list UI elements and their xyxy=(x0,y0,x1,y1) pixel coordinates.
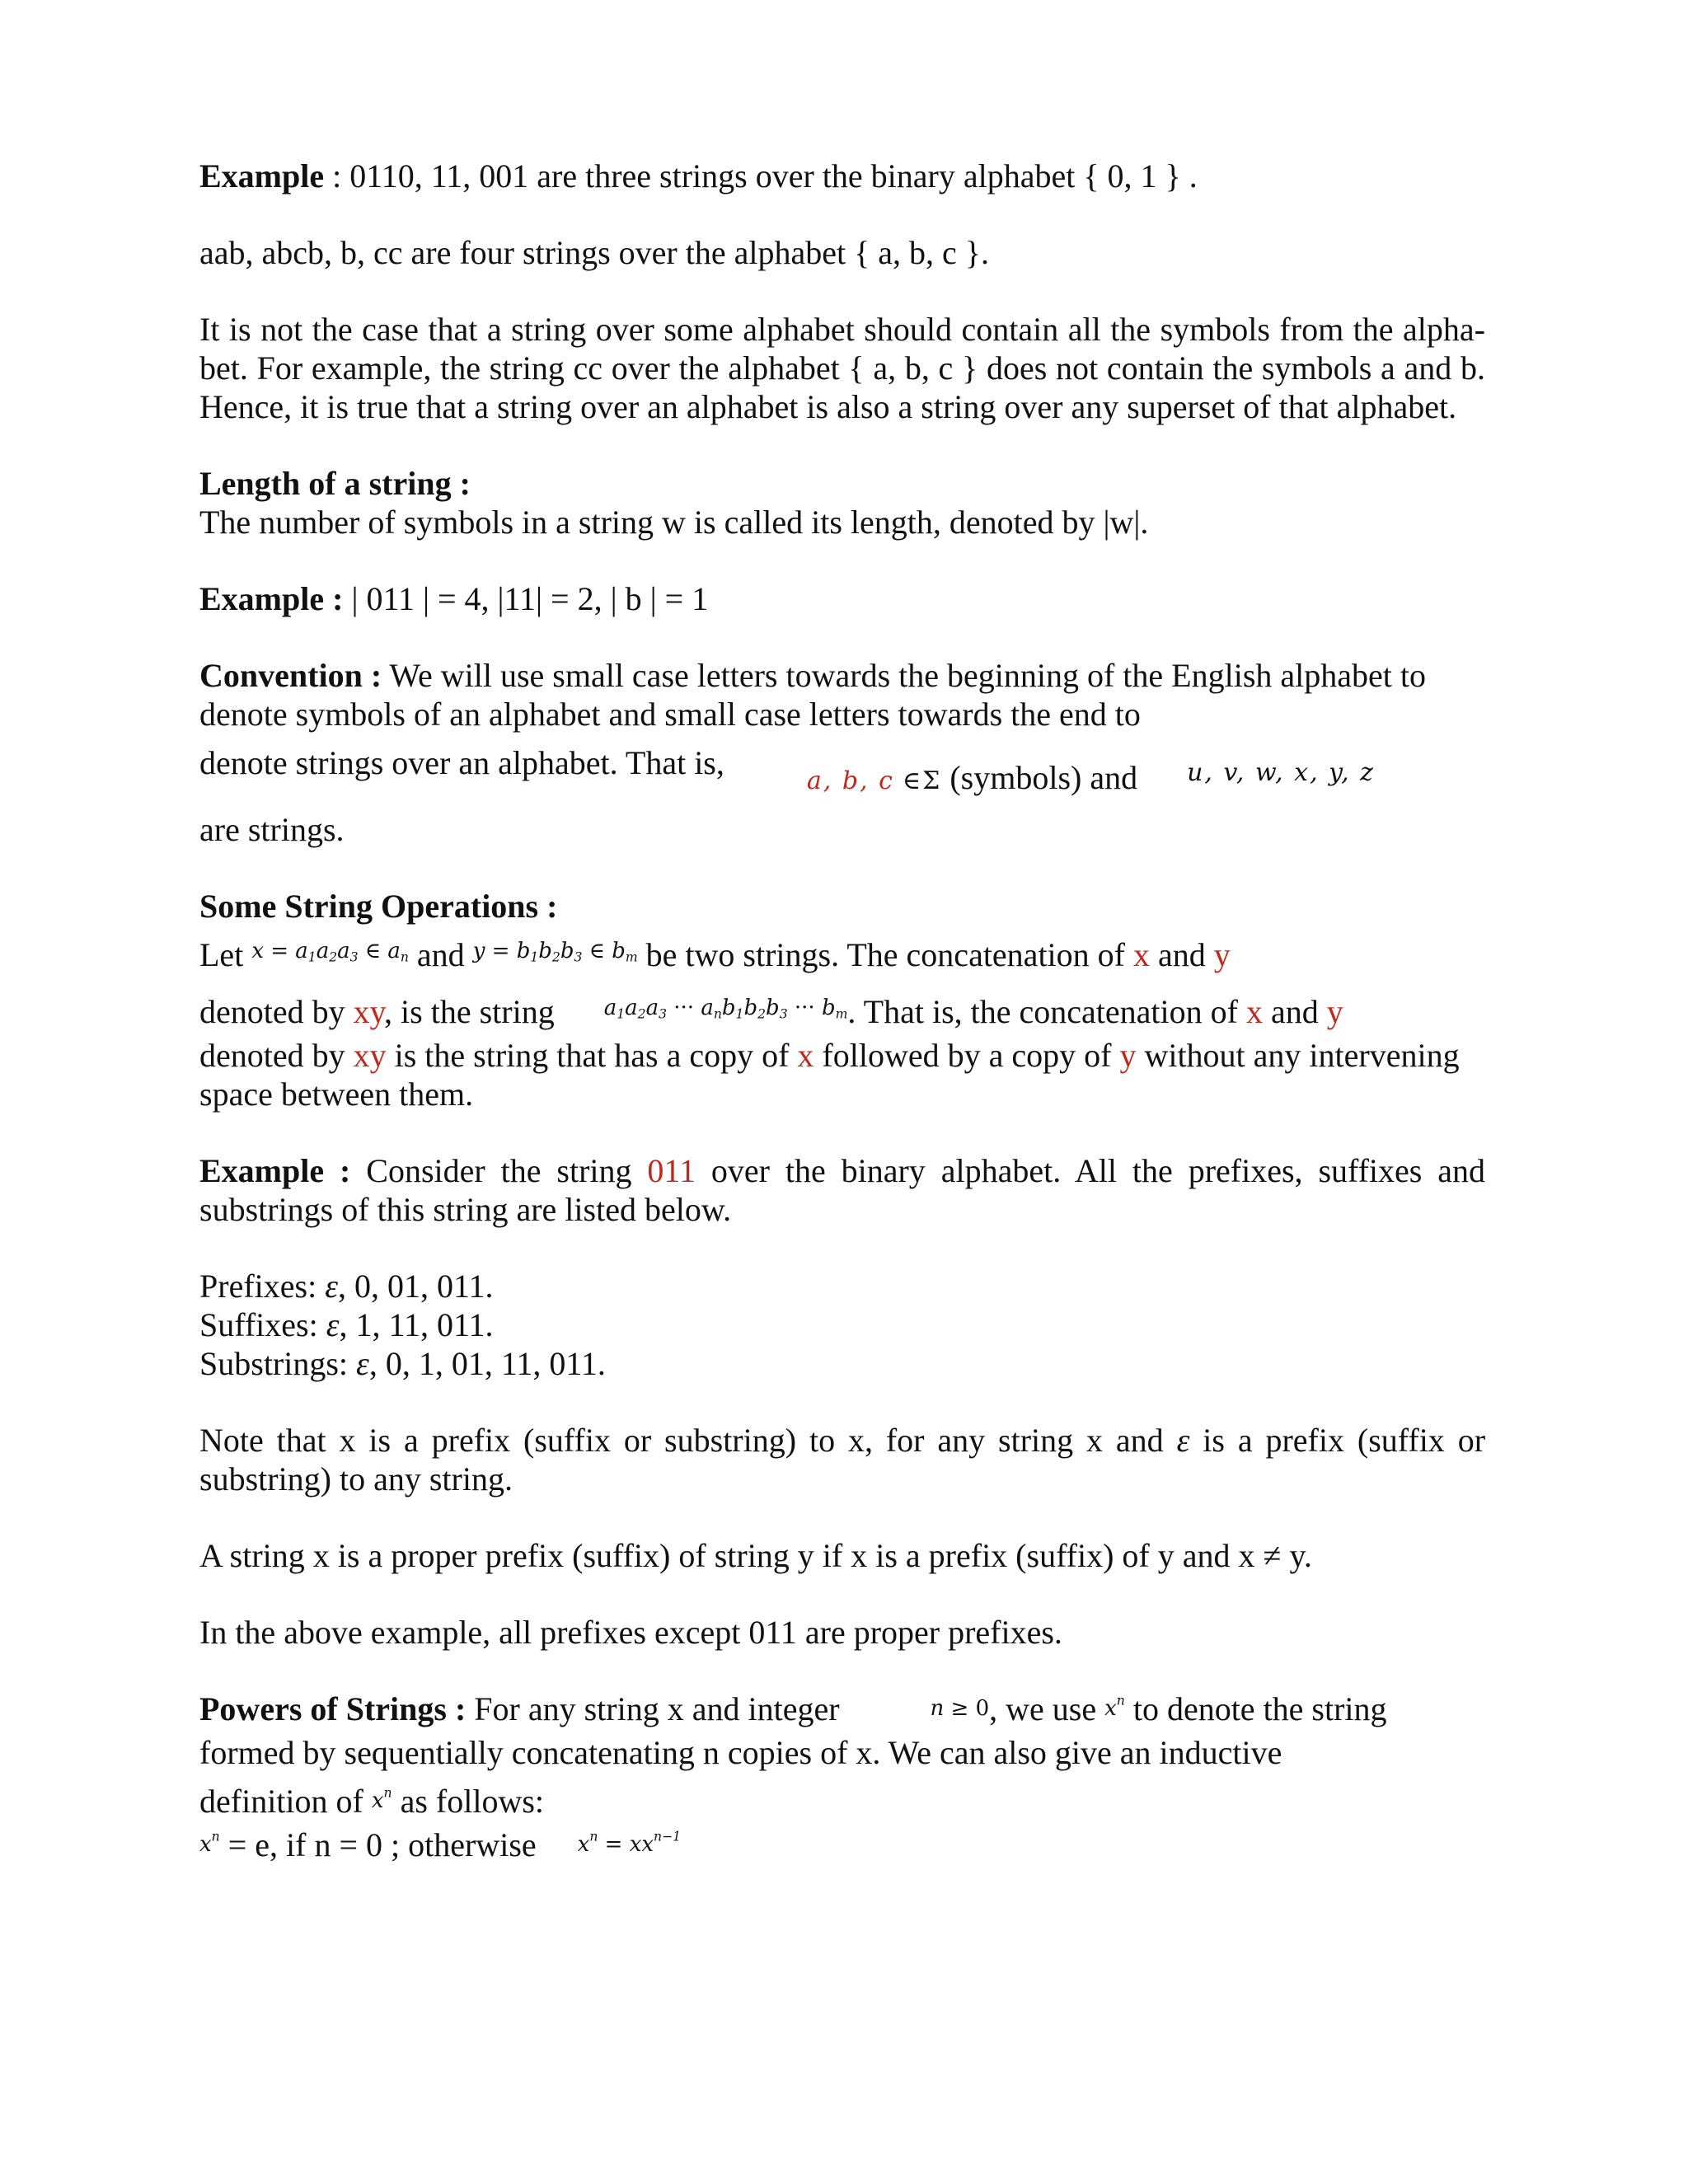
prefixes-list: Prefixes: ε, 0, 01, 011. xyxy=(199,1268,494,1305)
substrings-list: Substrings: ε, 0, 1, 01, 11, 011. xyxy=(199,1345,606,1382)
recurrence-math: $x^n = xx^{n-1}$ xyxy=(577,1829,682,1857)
example-label: Example xyxy=(199,157,325,194)
convention-paragraph: Convention : We will use small case letters towards the beginning of the English alphabet to denote symbols of an alphabet and small case letters towards the end to xyxy=(199,657,1426,733)
concatenation-math: a1a2a3 ··· anb1b2b3 ··· bm xyxy=(603,996,848,1022)
length-heading: Length of a string : xyxy=(199,465,471,502)
powers-definition-line: definition of $x^n$ as follows: xyxy=(199,1783,545,1820)
x-power-n-math: $x^n$ xyxy=(1104,1693,1125,1721)
example-label: Example : xyxy=(199,1152,367,1189)
x-power-n-math: $x^n$ xyxy=(199,1829,220,1857)
document-page xyxy=(199,157,1485,1869)
example-label: Example : xyxy=(199,580,352,617)
x-definition-math: x = a1a2a3 ∈ an xyxy=(251,939,409,965)
concatenation-definition: Let $^{x = a_1a_2a_3 \in a_n}$ and $^{y = b_1b_2b_3 \in b_m}$ be two strings. The concatenation of x and y xyxy=(199,936,1231,973)
y-definition-math: y = b1b2b3 ∈ bm xyxy=(472,939,638,965)
superset-paragraph: It is not the case that a string over some alphabet should contain all the symbols from the alpha-bet. For example, the string cc over the alphabet { a, b, c } does not contain the symbols a and b. Hence, it is true that a string over an alphabet is also a string over any superset of that alphabet. xyxy=(199,311,1485,425)
string-operations-heading: Some String Operations : xyxy=(199,888,558,925)
concatenation-explanation: denoted by xy is the string that has a copy of x followed by a copy of y without any intervening space between them. xyxy=(199,1037,1460,1113)
proper-prefix-definition: A string x is a proper prefix (suffix) of string y if x is a prefix (suffix) of y and x ≠ y. xyxy=(199,1537,1312,1574)
powers-of-strings: Powers of Strings : For any string x and integer n ≥ 0, we use $x^n$ to denote the string formed by sequentially concatenating n copies of x. We can also give an inductive xyxy=(199,1690,1387,1771)
convention-line-symbols: denote strings over an alphabet. That is, $_{a, b, c}$ $_{\in\Sigma}$ (symbols) and $_{u, v, w, x, y, z}$ xyxy=(199,744,1375,796)
note-paragraph: Note that x is a prefix (suffix or substring) to x, for any string x and ε is a prefix (suffix or substring) to any string. xyxy=(199,1422,1486,1497)
example-length: Example : | 011 | = 4, |11| = 2, | b | = 1 xyxy=(199,580,709,617)
n-condition-math: n ≥ 0 xyxy=(930,1696,990,1721)
sigma-member: ∈Σ xyxy=(902,766,942,795)
suffixes-list: Suffixes: ε, 1, 11, 011. xyxy=(199,1306,494,1343)
convention-are-strings: are strings. xyxy=(199,811,345,848)
symbols-math: a, b, c xyxy=(806,766,894,795)
powers-recurrence: $x^n = e$, if n = 0 ; otherwise $x^n = xx^{n-1}$ xyxy=(199,1826,682,1863)
x-power-n-math: $x^n$ xyxy=(371,1785,392,1813)
convention-label: Convention : xyxy=(199,657,382,694)
example-abc-strings: aab, abcb, b, cc are four strings over the alphabet { a, b, c }. xyxy=(199,234,990,271)
proper-prefix-example: In the above example, all prefixes except 011 are proper prefixes. xyxy=(199,1614,1062,1651)
example-prefix-suffix: Example : Consider the string 011 over the binary alphabet. All the prefixes, suffixes and substrings of this string are listed below. xyxy=(199,1152,1486,1228)
concatenation-denoted: denoted by xy, is the string $^{a_1a_2a_3 \cdot\cdot\cdot a_nb_1b_2b_3 \cdot\cdot\cdot b_m}$. That is, the concatenation of x and y xyxy=(199,993,1343,1030)
length-definition: The number of symbols in a string w is called its length, denoted by |w|. xyxy=(199,504,1149,541)
example-binary-strings: Example : 0110, 11, 001 are three strings over the binary alphabet { 0, 1 } . xyxy=(199,157,1198,194)
strings-math: u, v, w, x, y, z xyxy=(1187,758,1375,787)
powers-label: Powers of Strings : xyxy=(199,1690,467,1727)
